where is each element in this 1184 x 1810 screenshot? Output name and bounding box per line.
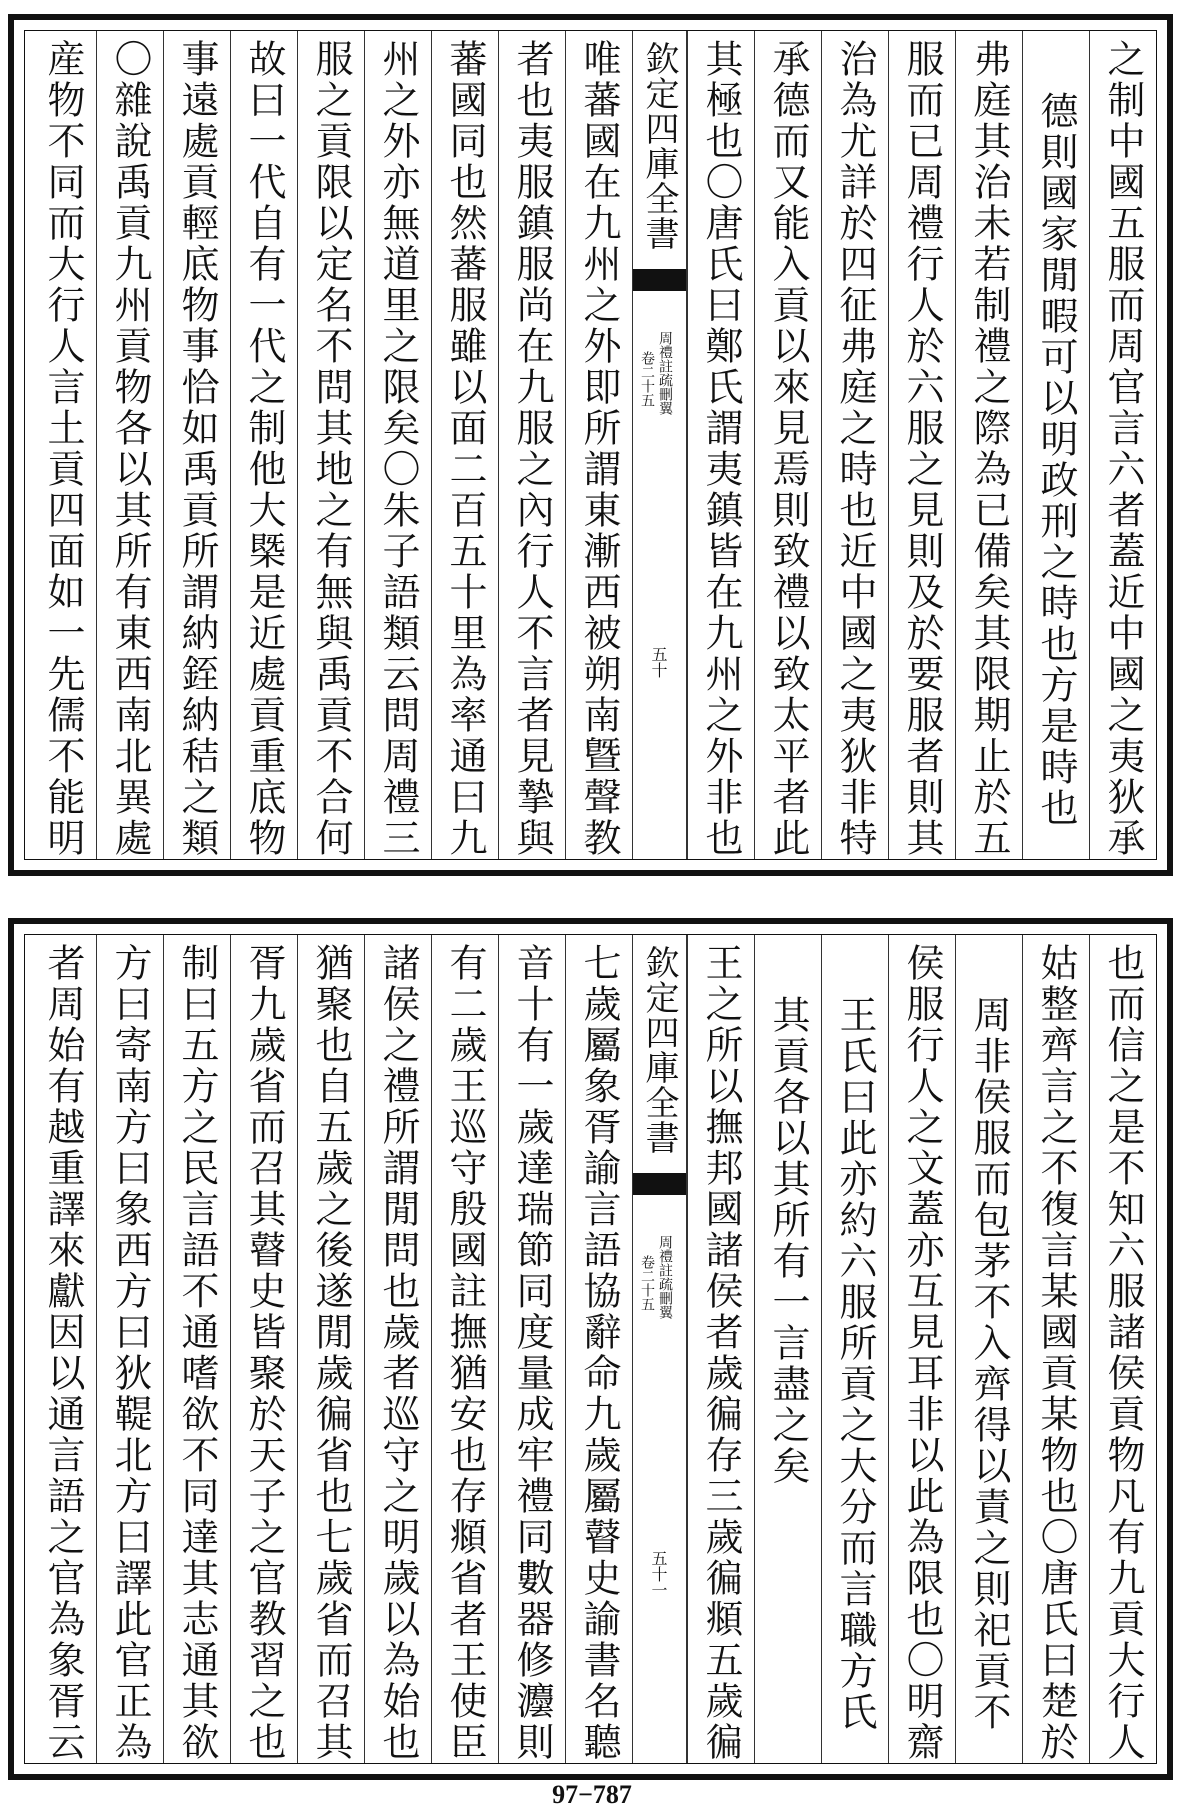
center-margin [632,31,687,859]
text-column: 者周始有越重譯來獻因以通言語之官為象胥云 [41,943,85,1763]
text-frame [24,934,1157,1764]
book-title: 周禮註疏刪翼 [657,331,673,415]
page-number: 97−787 [552,1780,632,1809]
folio-number: 五十一 [649,1550,668,1598]
text-column: 服而已周禮行人於六服之見則及於要服者則其 [888,31,955,859]
text-column: 事遠處貢輕底物事恰如禹貢所謂納銍納秸之類 [163,31,230,859]
text-column: 周非侯服而包茅不入齊得以責之則祀貢不 [955,935,1022,1763]
text-column: 之制中國五服而周官言六者蓋近中國之夷狄承 [1089,31,1156,859]
text-column: 産物不同而大行人言土貢四面如一先儒不能明 [41,39,85,859]
text-column: 諸侯之禮所謂閒問也歲者巡守之明歲以為始也 [364,935,431,1763]
text-column: 唯蕃國在九州之外即所謂東漸西被朔南曁聲教 [565,31,632,859]
collection-title: 欽定四庫全書 [639,41,679,251]
text-column: 承德而又能入貢以來見焉則致禮以致太平者此 [754,31,821,859]
text-column: 音十有一歲達瑞節同度量成牢禮同數器修灋則 [498,935,565,1763]
text-column: 侯服行人之文蓋亦互見耳非以此為限也〇明齋 [888,935,955,1763]
collection-title: 欽定四庫全書 [639,945,679,1155]
text-column: 治為尤詳於四征弗庭之時也近中國之夷狄非特 [821,31,888,859]
volume-number: 卷二十五 [639,351,655,407]
text-column: 胥九歲省而召其瞽史皆聚於天子之官教習之也 [230,935,297,1763]
volume-number: 卷二十五 [639,1255,655,1311]
text-column: 王之所以撫邦國諸侯者歲徧存三歲徧頫五歲徧 [687,935,754,1763]
text-column: 也而信之是不知六服諸侯貢物凡有九貢大行人 [1089,935,1156,1763]
center-margin [632,935,687,1763]
fish-tail-mark [633,269,686,291]
folio-number: 五十 [649,646,668,678]
page-panel-upper [8,14,1173,876]
text-column: 其極也〇唐氏曰鄭氏謂夷鎮皆在九州之外非也 [687,31,754,859]
text-column: 方曰寄南方曰象西方曰狄鞮北方曰譯此官正為 [96,935,163,1763]
text-column: 制曰五方之民言語不通嗜欲不同達其志通其欲 [163,935,230,1763]
text-column: 猶聚也自五歲之後遂閒歲徧省也七歲省而召其 [297,935,364,1763]
text-column: 州之外亦無道里之限矣〇朱子語類云問周禮三 [364,31,431,859]
text-column: 七歲屬象胥諭言語協辭命九歲屬瞽史諭書名聽 [565,935,632,1763]
text-column: 王氏曰此亦約六服所貢之大分而言職方氏 [821,935,888,1763]
text-column: 〇雜說禹貢九州貢物各以其所有東西南北異處 [96,31,163,859]
text-column: 德則國家閒暇可以明政刑之時也方是時也 [1022,31,1089,859]
text-column: 服之貢限以定名不問其地之有無與禹貢不合何 [297,31,364,859]
text-column: 者也夷服鎮服尚在九服之內行人不言者見摯與 [498,31,565,859]
text-column: 姑整齊言之不復言某國貢某物也〇唐氏曰楚於 [1022,935,1089,1763]
text-frame [24,30,1157,860]
text-column: 有二歲王巡守殷國註撫猶安也存頫省者王使臣 [431,935,498,1763]
text-column: 其貢各以其所有一言盡之矣 [754,935,821,1763]
page-panel-lower [8,918,1173,1780]
text-column: 故曰一代自有一代之制他大槩是近處貢重底物 [230,31,297,859]
book-title: 周禮註疏刪翼 [657,1235,673,1319]
fish-tail-mark [633,1173,686,1195]
text-column: 蕃國同也然蕃服雖以面二百五十里為率通曰九 [431,31,498,859]
text-column: 弗庭其治未若制禮之際為已備矣其限期止於五 [955,31,1022,859]
